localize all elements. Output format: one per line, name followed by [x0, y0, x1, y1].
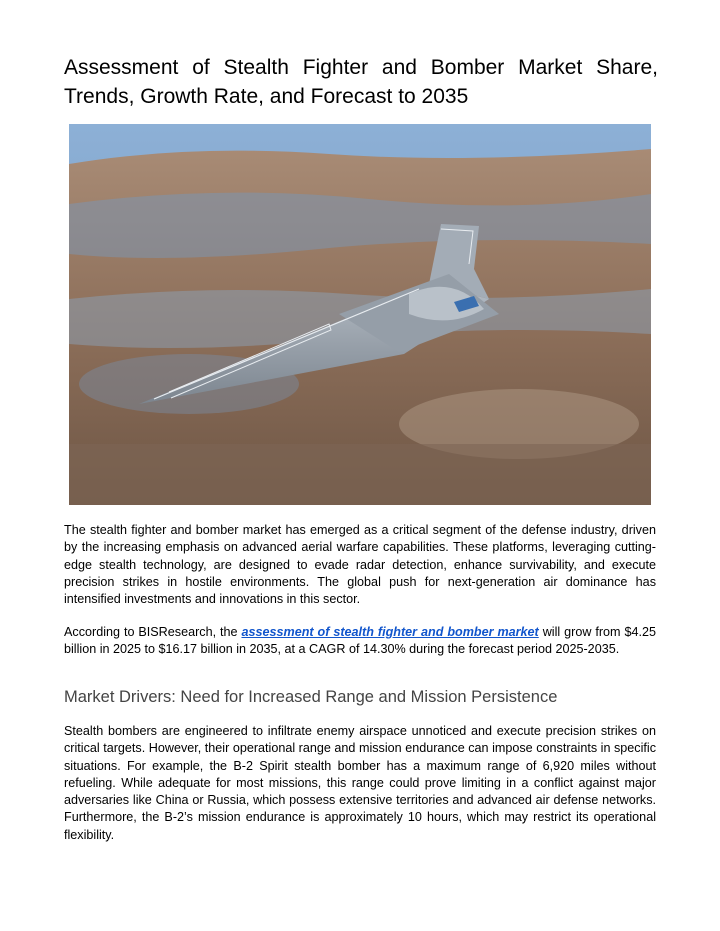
forecast-prefix: According to BISResearch, the [64, 625, 242, 639]
forecast-paragraph [64, 624, 656, 659]
stealth-aircraft-illustration [69, 124, 651, 505]
page-title: Assessment of Stealth Fighter and Bomber Market Share, Trends, Growth Rate, and Forecast to 2035 [64, 56, 658, 108]
market-assessment-link[interactable]: assessment of stealth fighter and bomber market [241, 625, 539, 639]
intro-paragraph: The stealth fighter and bomber market has emerged as a critical segment of the defense industry, driven by the increasing emphasis on advanced aerial warfare capabilities. These platforms, leveraging cutting-edge stealth technology, are designed to evade radar detection, enhance survivability, and execute precision strikes in hostile environments. The global push for next-generation air dominance has intensified investments and innovations in this sector. [64, 523, 656, 607]
section-heading: Market Drivers: Need for Increased Range and Mission Persistence [64, 688, 558, 706]
forecast-suffix: will grow from $4.25 billion in 2025 to $16.17 billion in 2035, at a CAGR of 14.30% during the forecast period 2025-2035. [64, 625, 656, 657]
drivers-paragraph: Stealth bombers are engineered to infiltrate enemy airspace unnoticed and execute precision strikes on critical targets. However, their operational range and mission endurance can impose constraints in specific situations. For example, the B-2 Spirit stealth bomber has a maximum range of 6,920 miles without refueling. While adequate for most missions, this range could prove limiting in a conflict against major adversaries like China or Russia, which possess extensive territories and advanced air defense networks. Furthermore, the B-2’s mission endurance is approximately 10 hours, which may restrict its operational flexibility. [64, 724, 656, 842]
hero-image [69, 124, 651, 505]
